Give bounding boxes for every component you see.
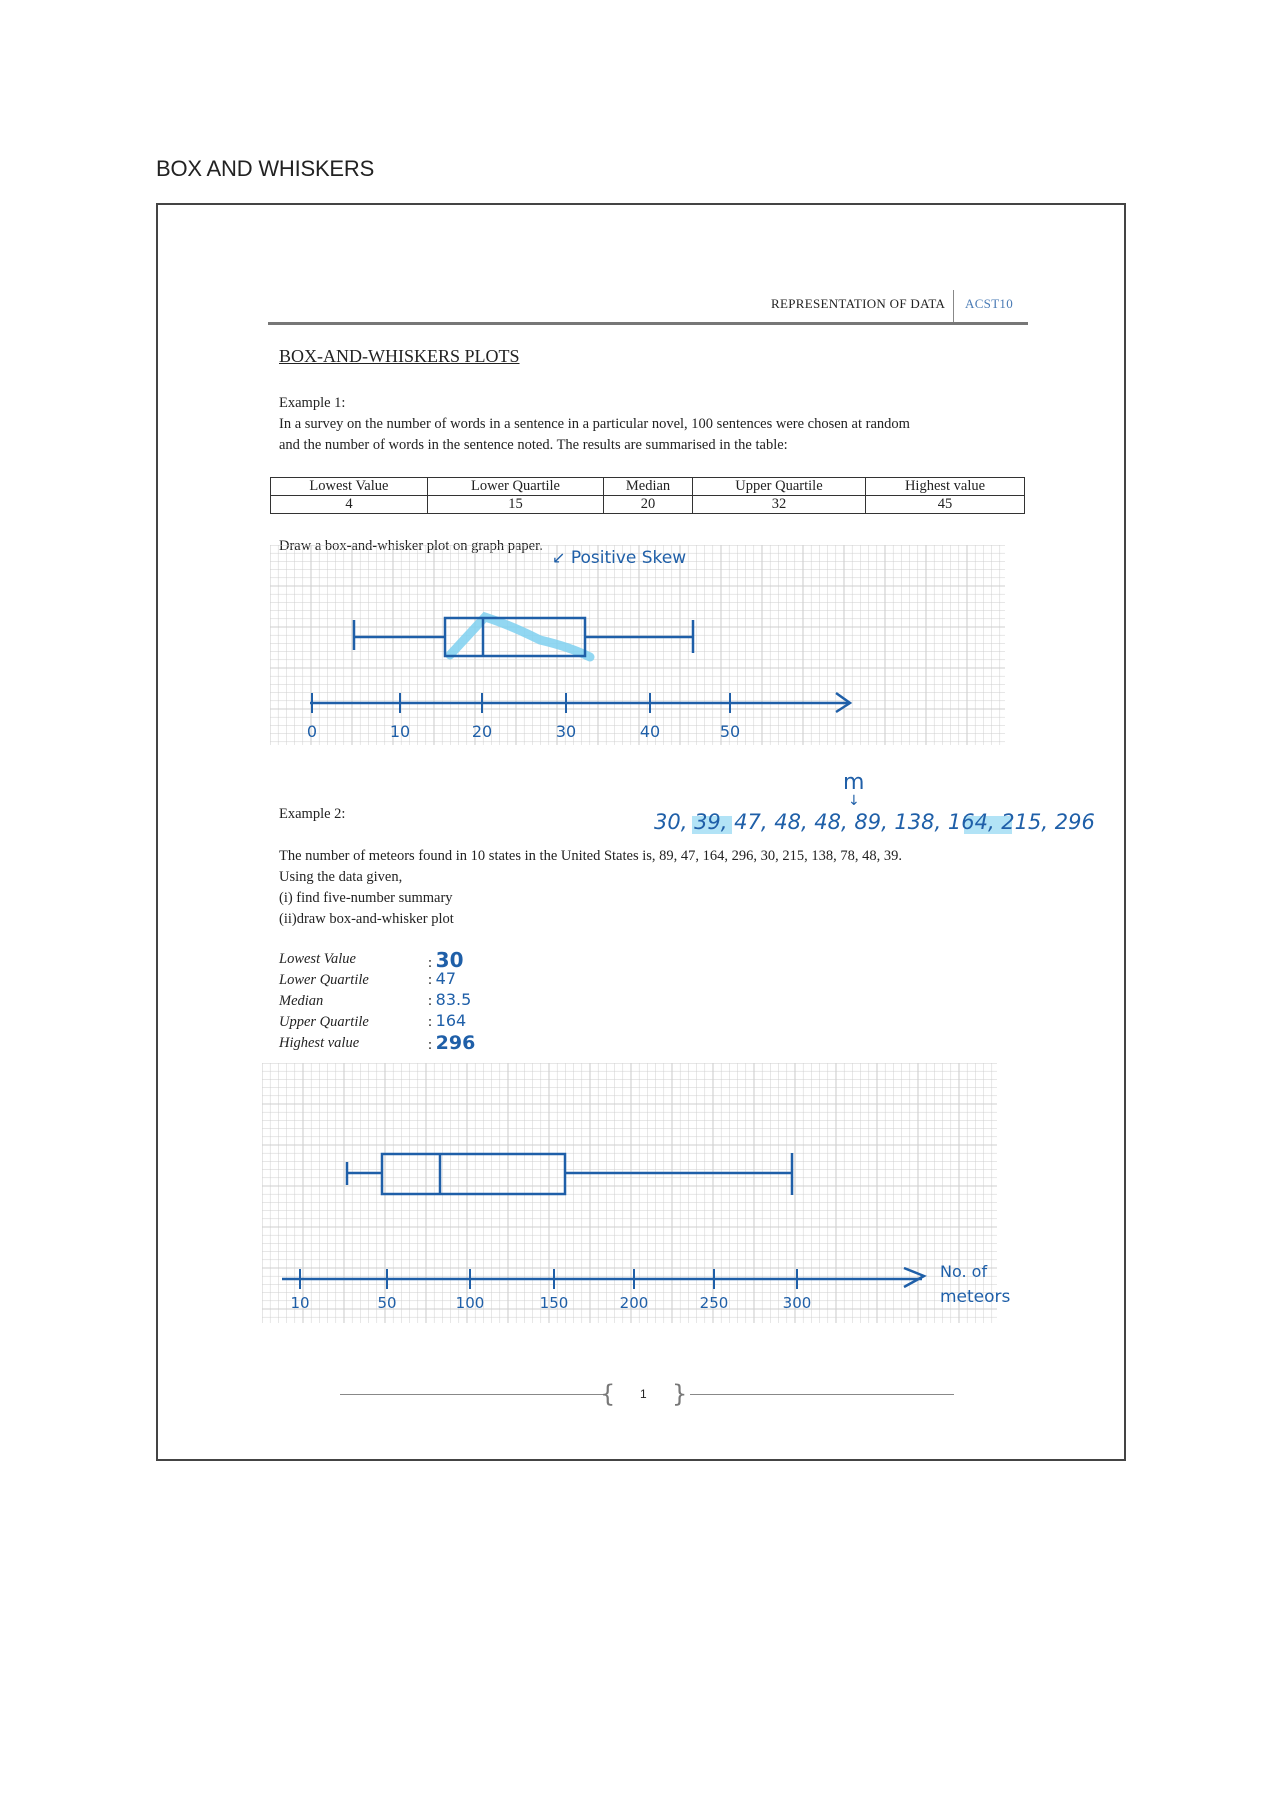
example2-text-line4: (ii)draw box-and-whisker plot	[279, 911, 454, 927]
summary-row: : 47	[428, 969, 457, 988]
summary-label-lq: Lower Quartile	[279, 972, 369, 988]
table-header-row	[271, 478, 1025, 496]
footer-brace-left: {	[600, 1380, 616, 1408]
x-tick-label: 150	[539, 1294, 569, 1312]
summary-row: : 296	[428, 1032, 476, 1054]
summary-label-lowest: Lowest Value	[279, 951, 356, 967]
doc-header-rule	[268, 322, 1028, 325]
table-header-cell: Upper Quartile	[692, 478, 865, 496]
x-tick-label: 30	[555, 722, 577, 741]
example1-plot	[270, 545, 1040, 750]
example2-text-line1: The number of meteors found in 10 states in the United States is, 89, 47, 164, 296, 30, 215, 138, 78, 48, 39.	[279, 848, 903, 864]
summary-row: : 164	[428, 1011, 467, 1030]
table-cell: 15	[427, 496, 603, 514]
section-title: BOX-AND-WHISKERS PLOTS	[279, 346, 520, 366]
doc-header-title: REPRESENTATION OF DATA	[771, 296, 946, 311]
x-tick-label: 250	[699, 1294, 729, 1312]
summary-value-lowest: 30	[435, 948, 464, 972]
x-tick-label: 0	[306, 722, 318, 741]
summary-label-highest: Highest value	[279, 1035, 360, 1051]
table-cell: 20	[604, 496, 693, 514]
footer-rule-right	[690, 1394, 954, 1395]
table-header-cell: Median	[604, 478, 693, 496]
median-marker-label: m	[843, 770, 865, 795]
summary-row: : 83.5	[428, 990, 472, 1009]
summary-values	[428, 948, 475, 1053]
x-tick-label: 10	[290, 1294, 310, 1312]
example1-text-line2: and the number of words in the sentence noted. The results are summarised in the table:	[279, 437, 788, 453]
x-tick-label: 300	[782, 1294, 812, 1312]
table-cell: 4	[271, 496, 428, 514]
page-number: 1	[640, 1387, 647, 1401]
summary-value-lq: 47	[435, 969, 457, 988]
x-tick-label: 20	[471, 722, 493, 741]
summary-label-median: Median	[279, 993, 324, 1009]
pointer-arrow-icon: ↙	[552, 548, 566, 567]
table-header-cell: Lower Quartile	[427, 478, 603, 496]
x-tick-label: 10	[389, 722, 411, 741]
example1-text-line1: In a survey on the number of words in a sentence in a particular novel, 100 sentences were chosen at random	[279, 416, 910, 432]
x-tick-label: 50	[719, 722, 741, 741]
axis-label-line1: No. of	[940, 1262, 988, 1281]
doc-header-divider	[953, 290, 954, 322]
x-tick-label: 50	[377, 1294, 397, 1312]
example2-text-line3: (i) find five-number summary	[279, 890, 453, 906]
median-down-arrow-icon: ↓	[848, 793, 860, 809]
table-cell: 45	[866, 496, 1025, 514]
axis-label-line2: meteors	[940, 1287, 1011, 1307]
skew-highlight-curve	[450, 617, 590, 657]
summary-value-median: 83.5	[435, 990, 472, 1009]
summary-label-uq: Upper Quartile	[279, 1014, 369, 1030]
example2-text-line2: Using the data given,	[279, 869, 403, 885]
table-header-cell: Lowest Value	[271, 478, 428, 496]
table-row	[271, 496, 1025, 514]
x-tick-label: 200	[619, 1294, 649, 1312]
table-cell: 32	[692, 496, 865, 514]
graph-paper-grid	[270, 545, 1005, 745]
positive-skew-annotation: Positive Skew	[570, 548, 687, 568]
sorted-data-annotation: 30, 39, 47, 48, 48, 89, 138, 164, 215, 296	[654, 810, 1095, 834]
sorted-annotation-wrap	[652, 810, 1123, 838]
x-tick-label: 40	[639, 722, 661, 741]
example1-instruction: Draw a box-and-whisker plot on graph paper.	[279, 538, 543, 554]
summary-value-highest: 296	[435, 1032, 476, 1054]
page-title: BOX AND WHISKERS	[156, 156, 375, 181]
graph-paper-grid	[262, 1063, 997, 1323]
doc-header-code: ACST10	[965, 296, 1014, 311]
example2-label: Example 2:	[279, 806, 346, 822]
annotation-row	[552, 548, 686, 568]
summary-row: : 30	[428, 948, 464, 972]
example1-label: Example 1:	[279, 395, 346, 411]
x-tick-label: 100	[455, 1294, 485, 1312]
table-header-cell: Highest value	[866, 478, 1025, 496]
example2-plot	[262, 1063, 1042, 1328]
footer-rule-left	[340, 1394, 604, 1395]
example1-summary-table	[270, 477, 1025, 514]
summary-value-uq: 164	[435, 1011, 467, 1030]
footer-brace-right: }	[672, 1380, 688, 1408]
